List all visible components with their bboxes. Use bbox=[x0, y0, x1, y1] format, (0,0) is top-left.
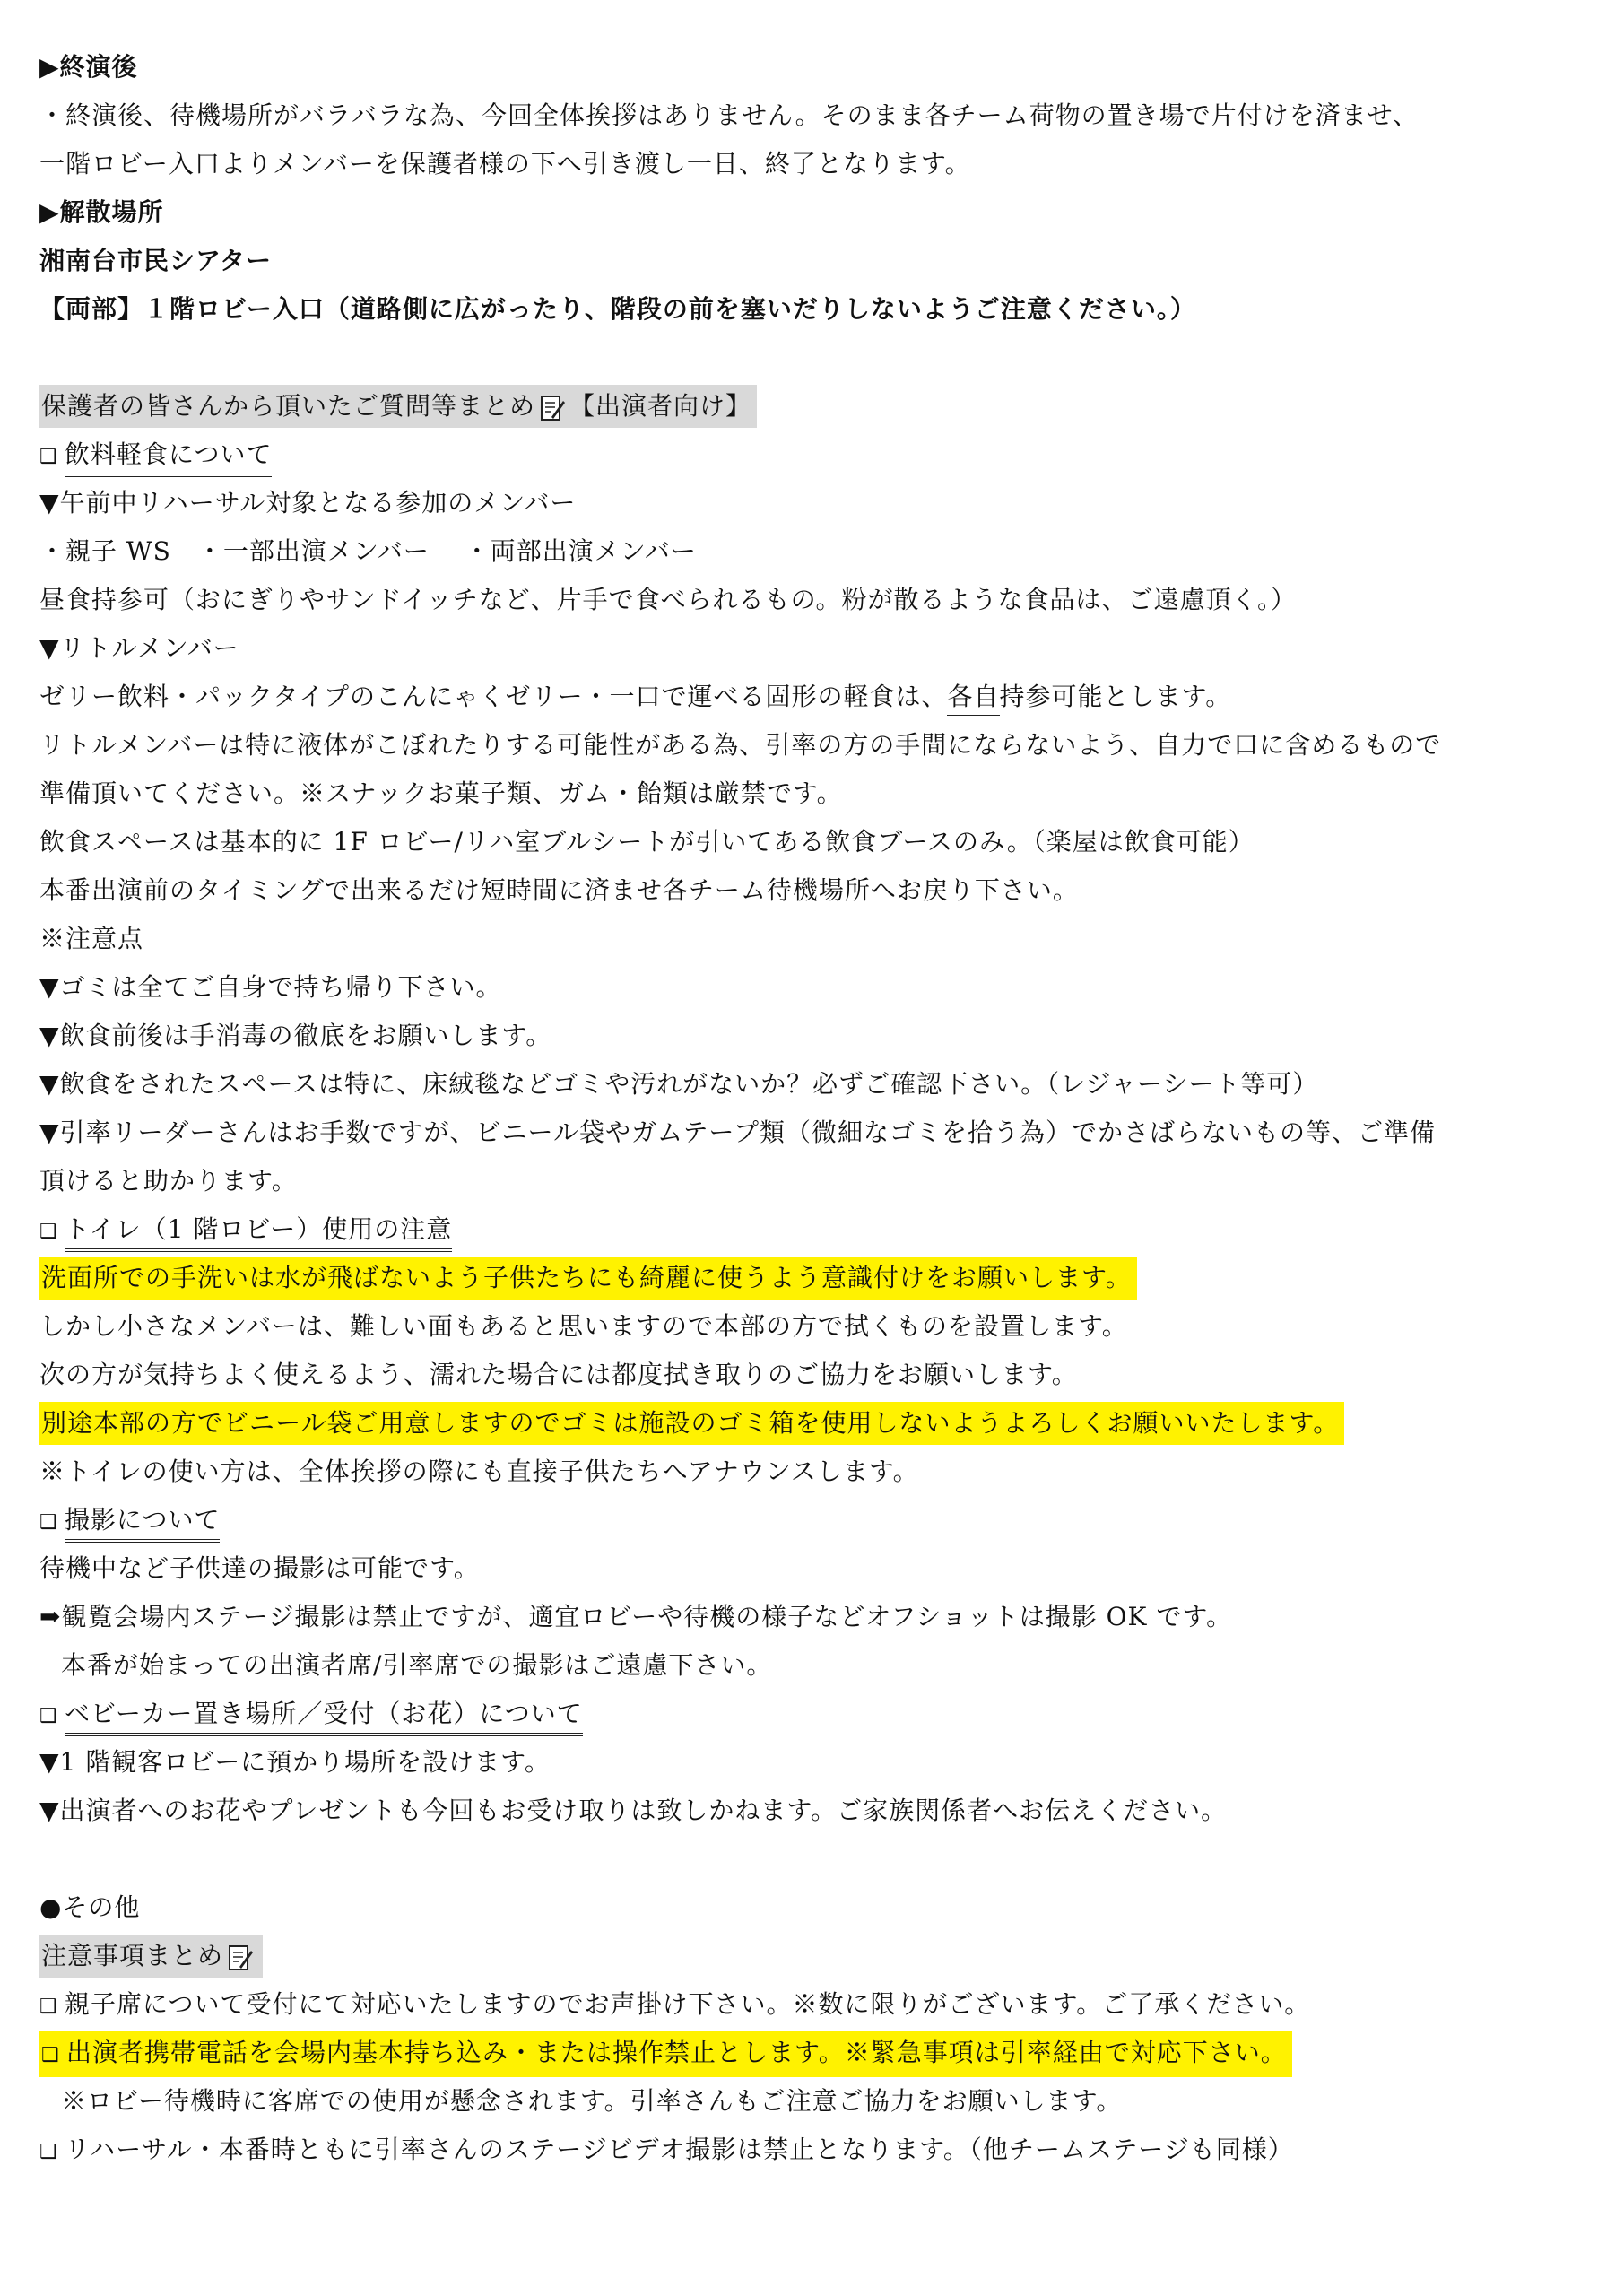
other-item-1-text: 親子席について受付にて対応いたしますのでお声掛け下さい。※数に限りがございます。ご了承ください。 bbox=[65, 1989, 1311, 2019]
photo-line: ➡観覧会場内ステージ撮影は禁止ですが、適宜ロビーや待機の様子などオフショットは撮影 OK です。 bbox=[39, 1602, 1233, 1631]
food-line: リトルメンバーは特に液体がこぼれたりする可能性がある為、引率の方の手間にならないよう、自力で口に含めるもので bbox=[39, 730, 1442, 760]
photo-heading: 撮影について bbox=[65, 1501, 220, 1543]
photo-heading-row bbox=[39, 1496, 1591, 1544]
dismissal-heading: ▶解散場所 bbox=[39, 197, 164, 227]
food-line: 昼食持参可（おにぎりやサンドイッチなど、片手で食べられるもの。粉が散るような食品は、ご遠慮頂く。） bbox=[39, 585, 1297, 614]
food-line: 準備頂いてください。※スナックお菓子類、ガム・飴類は厳禁です。 bbox=[39, 778, 843, 808]
summary-title: 注意事項まとめ bbox=[41, 1941, 224, 1970]
toilet-highlight-row bbox=[39, 1254, 1591, 1302]
food-line: 飲食スペースは基本的に 1F ロビー/リハ室ブルシートが引いてある飲食ブースのみ。（楽屋は飲食可能） bbox=[39, 827, 1255, 857]
food-heading-row bbox=[39, 430, 1591, 479]
memo-icon bbox=[539, 393, 566, 423]
little-member-line bbox=[39, 673, 1591, 721]
other-item-3-text: リハーサル・本番時ともに引率さんのステージビデオ撮影は禁止となります。（他チームステージも同様） bbox=[65, 2135, 1294, 2164]
checkbox-icon: ❑ bbox=[39, 1996, 58, 2018]
other-item-2-highlight bbox=[39, 2031, 1292, 2077]
toilet-highlight-2: 別途本部の方でビニール袋ご用意しますのでゴミは施設のゴミ箱を使用しないようよろしくお願いいたします。 bbox=[39, 1402, 1344, 1445]
toilet-heading: トイレ（1 階ロビー）使用の注意 bbox=[65, 1211, 452, 1252]
checkbox-icon: ❑ bbox=[39, 1511, 58, 1534]
memo-icon bbox=[227, 1943, 254, 1973]
food-line: ▼リトルメンバー bbox=[39, 633, 239, 663]
checkbox-icon: ❑ bbox=[41, 2044, 60, 2066]
photo-line: 本番が始まっての出演者席/引率席での撮影はご遠慮下さい。 bbox=[61, 1650, 773, 1680]
food-line: ▼引率リーダーさんはお手数ですが、ビニール袋やガムテープ類（微細なゴミを拾う為）でかさばらないもの等、ご準備 bbox=[39, 1118, 1437, 1147]
checkbox-icon: ❑ bbox=[39, 446, 58, 468]
food-line: ▼飲食をされたスペースは特に、床絨毯などゴミや汚れがないか？必ずご確認下さい。（レジャーシート等可） bbox=[39, 1069, 1319, 1099]
faq-title-band bbox=[39, 385, 757, 428]
little-emphasis: 各自 bbox=[947, 679, 999, 718]
checkbox-icon: ❑ bbox=[39, 2141, 58, 2163]
summary-title-row bbox=[39, 1932, 1591, 1980]
other-item-2 bbox=[39, 2029, 1591, 2077]
stroller-line: ▼出演者へのお花やプレゼントも今回もお受け取りは致しかねます。ご家族関係者へお伝えください。 bbox=[39, 1796, 1228, 1825]
food-line: 頂けると助かります。 bbox=[39, 1166, 298, 1196]
food-heading: 飲料軽食について bbox=[65, 436, 272, 477]
other-item-2-note: ※ロビー待機時に客席での使用が懸念されます。引率さんもご注意ご協力をお願いします。 bbox=[61, 2086, 1123, 2116]
food-line: ※注意点 bbox=[39, 924, 144, 953]
dismissal-detail: 【両部】１階ロビー入口（道路側に広がったり、階段の前を塞いだりしないようご注意ください。） bbox=[39, 294, 1196, 324]
toilet-highlight-row bbox=[39, 1399, 1591, 1448]
stroller-heading-row bbox=[39, 1690, 1591, 1738]
photo-line: 待機中など子供達の撮影は可能です。 bbox=[39, 1553, 480, 1583]
other-item-3 bbox=[39, 2126, 1591, 2174]
faq-title-post: 【出演者向け】 bbox=[569, 391, 752, 421]
little-pre: ゼリー飲料・パックタイプのこんにゃくゼリー・一口で運べる固形の軽食は、 bbox=[39, 682, 948, 711]
after-show-line-2: 一階ロビー入口よりメンバーを保護者様の下へ引き渡し一日、終了となります。 bbox=[39, 149, 971, 178]
food-line: ▼ゴミは全てご自身で持ち帰り下さい。 bbox=[39, 972, 502, 1002]
after-show-line-1: ・終演後、待機場所がバラバラな為、今回全体挨拶はありません。そのまま各チーム荷物の置き場で片付けを済ませ、 bbox=[39, 100, 1419, 130]
food-line: 本番出演前のタイミングで出来るだけ短時間に済ませ各チーム待機場所へお戻り下さい。 bbox=[39, 875, 1079, 905]
other-heading: ●その他 bbox=[39, 1892, 141, 1922]
toilet-line: ※トイレの使い方は、全体挨拶の際にも直接子供たちへアナウンスします。 bbox=[39, 1457, 919, 1486]
stroller-line: ▼1 階観客ロビーに預かり場所を設けます。 bbox=[39, 1747, 551, 1777]
toilet-highlight-1: 洗面所での手洗いは水が飛ばないよう子供たちにも綺麗に使うよう意識付けをお願いします。 bbox=[39, 1257, 1137, 1300]
document-page bbox=[39, 43, 1591, 2174]
dismissal-venue: 湘南台市民シアター bbox=[39, 246, 273, 275]
stroller-heading: ベビーカー置き場所／受付（お花）について bbox=[65, 1695, 583, 1736]
little-post: 持参可能とします。 bbox=[999, 682, 1232, 711]
toilet-heading-row bbox=[39, 1205, 1591, 1254]
toilet-line: 次の方が気持ちよく使えるよう、濡れた場合には都度拭き取りのご協力をお願いします。 bbox=[39, 1360, 1078, 1389]
faq-title-row bbox=[39, 382, 1591, 430]
after-show-heading: ▶終演後 bbox=[39, 52, 138, 82]
faq-title-pre: 保護者の皆さんから頂いたご質問等まとめ bbox=[41, 391, 536, 421]
food-line: ・親子 WS ・一部出演メンバー ・両部出演メンバー bbox=[39, 536, 697, 566]
summary-title-band bbox=[39, 1935, 263, 1978]
food-line: ▼午前中リハーサル対象となる参加のメンバー bbox=[39, 488, 577, 517]
checkbox-icon: ❑ bbox=[39, 1221, 58, 1243]
other-item-2-text: 出演者携帯電話を会場内基本持ち込み・または操作禁止とします。※緊急事項は引率経由で対応下さい。 bbox=[66, 2038, 1287, 2067]
other-item-1 bbox=[39, 1980, 1591, 2029]
toilet-line: しかし小さなメンバーは、難しい面もあると思いますので本部の方で拭くものを設置します。 bbox=[39, 1311, 1128, 1341]
food-line: ▼飲食前後は手消毒の徹底をお願いします。 bbox=[39, 1021, 552, 1050]
checkbox-icon: ❑ bbox=[39, 1705, 58, 1727]
